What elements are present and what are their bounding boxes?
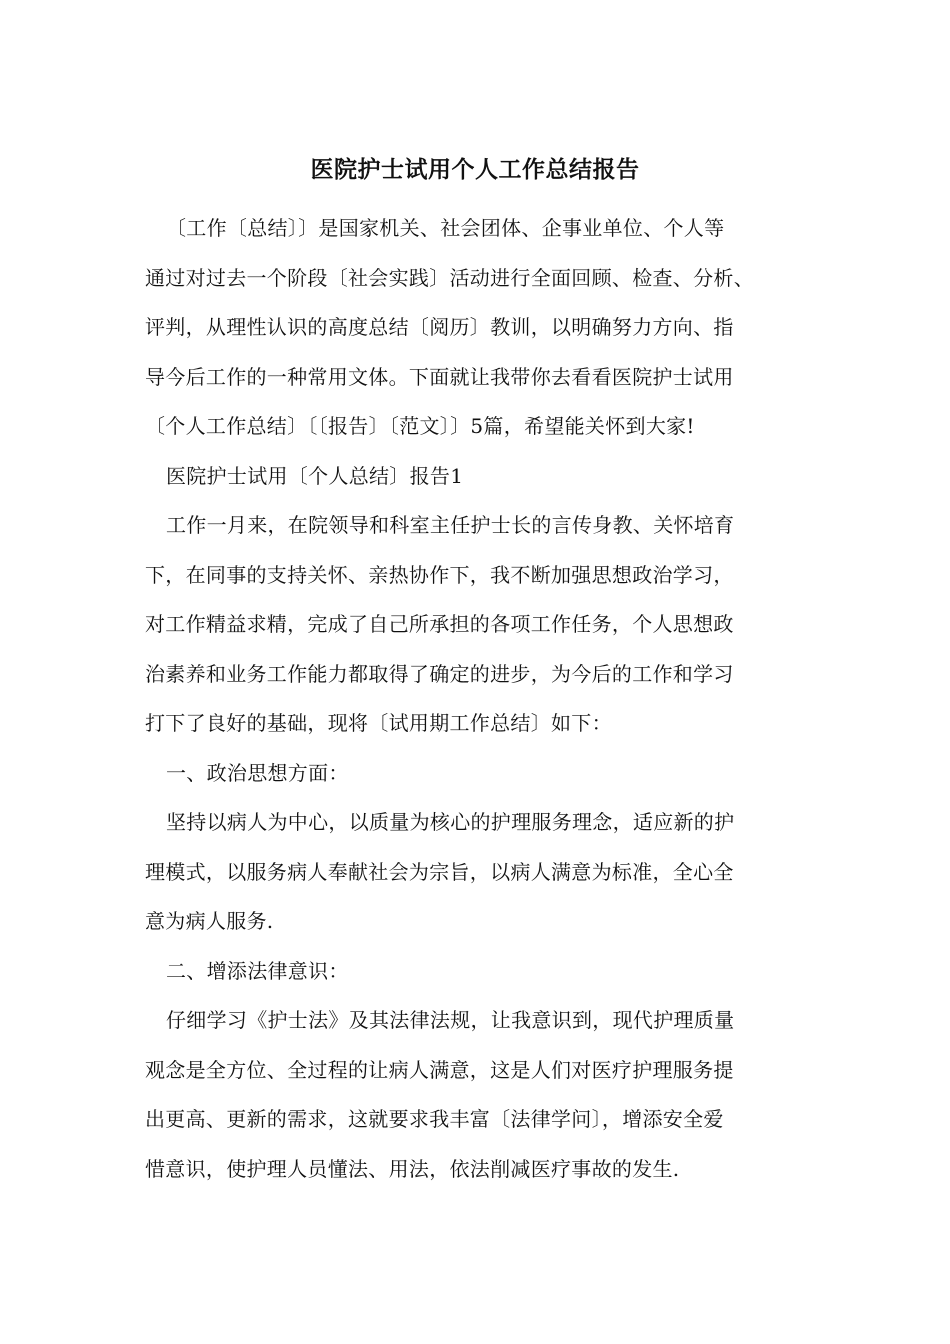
paragraph-line: 通过对过去一个阶段〔社会实践〕活动进行全面回顾、检查、分析、 xyxy=(145,265,754,290)
paragraph-line: 〔工作〔总结〕〕是国家机关、社会团体、企事业单位、个人等 xyxy=(166,216,725,240)
paragraph-line: 导今后工作的一种常用文体。下面就让我带你去看看医院护士试用 xyxy=(145,364,734,389)
paragraph-line: 打下了良好的基础，现将〔试用期工作总结〕如下： xyxy=(145,711,612,735)
paragraph-line: 下，在同事的支持关怀、亲热协作下，我不断加强思想政治学习， xyxy=(145,562,734,587)
paragraph-line: 出更高、更新的需求，这就要求我丰富〔法律学问〕，增添安全爱 xyxy=(145,1107,724,1131)
paragraph-line: 治素养和业务工作能力都取得了确定的进步，为今后的工作和学习 xyxy=(145,661,734,686)
document-title: 医院护士试用个人工作总结报告 xyxy=(310,156,640,183)
document-body xyxy=(145,204,815,1194)
paragraph-line: 对工作精益求精，完成了自己所承担的各项工作任务，个人思想政 xyxy=(145,612,734,636)
section-heading: 二、增添法律意识： xyxy=(166,958,349,983)
paragraph-line: 评判，从理性认识的高度总结〔阅历〕教训，以明确努力方向、指 xyxy=(145,315,734,339)
section-heading: 一、政治思想方面： xyxy=(166,760,349,785)
paragraph-line: 〔个人工作总结〕〔〔报告〕〔范文〕〕5篇，希望能关怀到大家! xyxy=(145,414,695,438)
paragraph-line: 理模式，以服务病人奉献社会为宗旨，以病人满意为标准，全心全 xyxy=(145,859,734,884)
paragraph-line: 惜意识，使护理人员懂法、用法，依法削减医疗事故的发生. xyxy=(145,1156,680,1181)
paragraph-line: 工作一月来，在院领导和科室主任护士长的言传身教、关怀培育 xyxy=(166,513,735,537)
paragraph-line: 仔细学习《护士法》及其法律法规，让我意识到，现代护理质量 xyxy=(166,1008,735,1032)
paragraph-line: 观念是全方位、全过程的让病人满意，这是人们对医疗护理服务提 xyxy=(145,1057,734,1082)
section-heading: 医院护士试用〔个人总结〕报告1 xyxy=(166,463,464,488)
paragraph-line: 意为病人服务. xyxy=(145,909,274,933)
paragraph-line: 坚持以病人为中心，以质量为核心的护理服务理念，适应新的护 xyxy=(166,810,735,834)
